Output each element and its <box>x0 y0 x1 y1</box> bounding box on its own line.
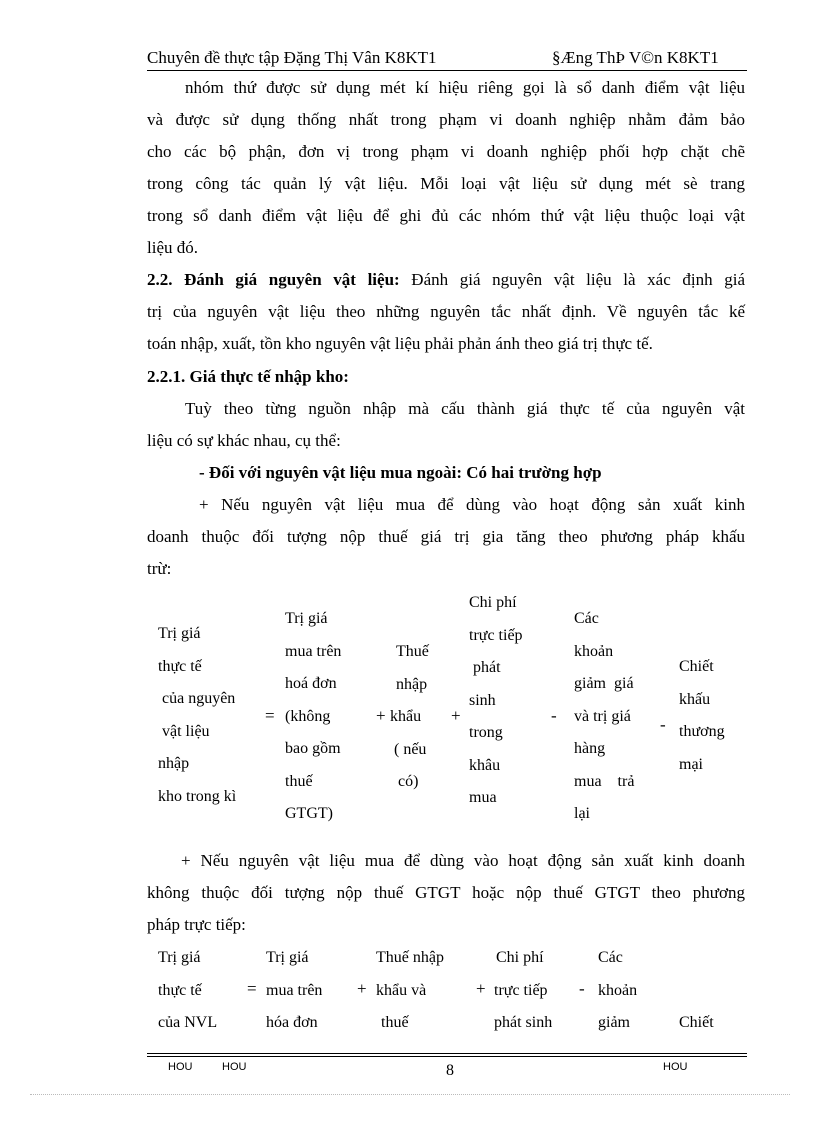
text-line: doanh thuộc đối tượng nộp thuế giá trị gia tăng theo phương pháp khấu <box>147 527 745 546</box>
footer-left-2: HOU <box>222 1061 247 1073</box>
formula2-minus-1: - <box>579 979 585 998</box>
section-heading: 2.2.1. Giá thực tế nhập kho: <box>147 367 349 386</box>
formula2-col4: Chi phí trực tiếp phát sinh <box>494 949 553 1031</box>
text-line: + Nếu nguyên vật liệu mua để dùng vào hoạt động sản xuất kinh <box>199 495 745 514</box>
page-number: 8 <box>446 1062 454 1079</box>
section-heading: 2.2. Đánh giá nguyên vật liệu: <box>147 270 400 289</box>
formula1-minus-1: - <box>551 706 557 725</box>
formula2-plus-1: + <box>357 979 367 998</box>
text-line: trong sổ danh điểm vật liệu để ghi đủ các nhóm thứ vật liệu thuộc loại vật <box>147 206 745 225</box>
formula2-equals: = <box>247 979 257 998</box>
formula2-col6: Chiết <box>679 1014 714 1031</box>
section-text: Đánh giá nguyên vật liệu là xác định giá <box>399 270 745 289</box>
text-line <box>147 264 745 296</box>
text-line: cho các bộ phận, đơn vị trong phạm vi doanh nghiệp phối hợp chặt chẽ <box>147 142 745 161</box>
formula1-col1: Trị giá thực tế của nguyên vật liệu nhập kho trong kì <box>158 625 237 805</box>
text-line: nhóm thứ được sử dụng mét kí hiệu riêng gọi là sổ danh điểm vật liệu <box>185 78 745 97</box>
footer-rule <box>147 1056 747 1057</box>
formula2-col3: Thuế nhập khẩu và thuế <box>376 949 444 1031</box>
section-2-2 <box>147 264 745 360</box>
header-left: Chuyên đề thực tập Đặng Thị Vân K8KT1 <box>147 48 437 67</box>
section-2-2-1 <box>147 361 745 585</box>
text-line: trị của nguyên vật liệu theo những nguyên tắc nhất định. Về nguyên tắc kế <box>147 302 745 321</box>
text-line: Tuỳ theo từng nguồn nhập mà cấu thành giá thực tế của nguyên vật <box>185 399 745 418</box>
formula2-col5: Các khoản giảm <box>598 949 638 1031</box>
subheading: - Đối với nguyên vật liệu mua ngoài: Có hai trường hợp <box>199 463 602 482</box>
formula2-plus-2: + <box>476 979 486 998</box>
case-2-paragraph <box>147 845 745 941</box>
text-line: không thuộc đối tượng nộp thuế GTGT hoặc nộp thuế GTGT theo phương <box>147 883 745 902</box>
formula1-col5: Các khoản giảm giá và trị giá hàng mua trả lại <box>574 610 635 822</box>
text-line: toán nhập, xuất, tồn kho nguyên vật liệu phải phản ánh theo giá trị thực tế. <box>147 334 653 353</box>
text-line: + Nếu nguyên vật liệu mua để dùng vào hoạt động sản xuất kinh doanh <box>181 851 745 870</box>
formula2-col1: Trị giá thực tế của NVL <box>158 949 218 1031</box>
page-bottom-divider <box>30 1094 790 1095</box>
text-line: và được sử dụng thống nhất trong phạm vi doanh nghiệp nhằm đảm bảo <box>147 110 745 129</box>
formula1-minus-2: - <box>660 715 666 734</box>
footer-rule <box>147 1053 747 1054</box>
header-right: §Æng ThÞ V©n K8KT1 <box>552 48 719 67</box>
text-line: liệu đó. <box>147 238 198 257</box>
formula1-equals: = <box>265 706 275 725</box>
header-rule <box>147 70 747 71</box>
text-line: trừ: <box>147 559 172 578</box>
formula1-plus-2: + <box>451 706 461 725</box>
formula1-col3: Thuế nhập khẩu ( nếu có) <box>390 643 429 790</box>
formula1-plus-1: + <box>376 706 386 725</box>
formula1-col6: Chiết khấu thương mại <box>679 658 725 773</box>
text-line: liệu có sự khác nhau, cụ thể: <box>147 431 341 450</box>
formula1-col2: Trị giá mua trên hoá đơn (không bao gồm thuế GTGT) <box>285 610 342 822</box>
text-line: trong công tác quản lý vật liệu. Mỗi loại vật liệu sử dụng mét sè trang <box>147 174 745 193</box>
paragraph-intro <box>147 72 745 264</box>
formula2-col2: Trị giá mua trên hóa đơn <box>266 949 323 1031</box>
text-line: pháp trực tiếp: <box>147 915 246 934</box>
footer-right: HOU <box>663 1061 688 1073</box>
formula1-col4: Chi phí trực tiếp phát sinh trong khâu mua <box>469 594 523 806</box>
footer-left-1: HOU <box>168 1061 193 1073</box>
